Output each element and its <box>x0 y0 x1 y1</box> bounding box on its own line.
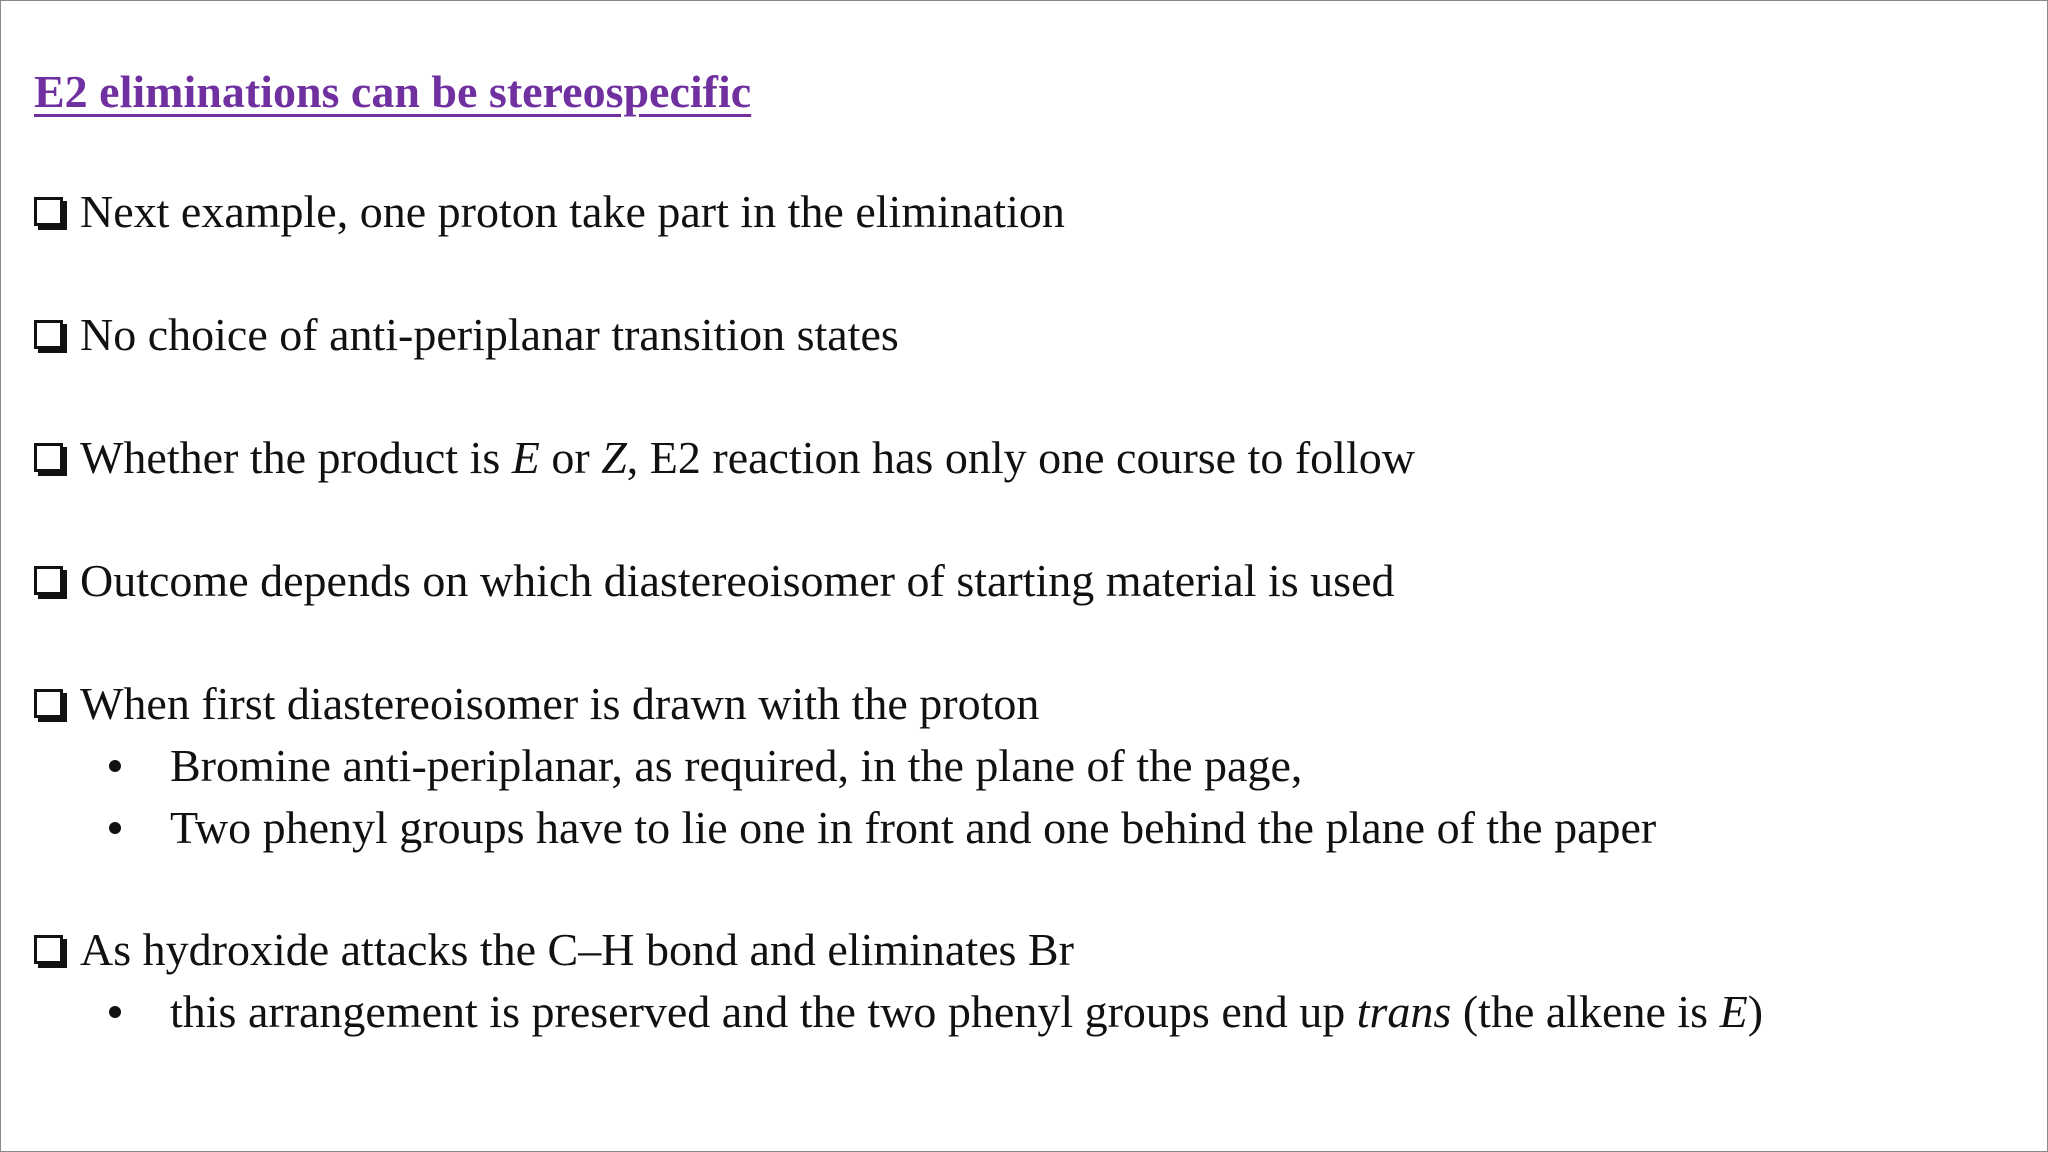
checkbox-bullet-icon <box>34 566 63 595</box>
list-item <box>34 553 1394 608</box>
list-item <box>34 430 1415 485</box>
list-item-text: As hydroxide attacks the C–H bond and eliminates Br <box>80 924 1074 975</box>
list-item-text: No choice of anti-periplanar transition states <box>80 309 899 360</box>
text-segment: ) <box>1747 986 1764 1037</box>
slide-title: E2 eliminations can be stereospecific <box>34 66 752 117</box>
bullet-dot-icon <box>109 1006 121 1018</box>
text-segment: , E2 reaction has only one course to follow <box>626 432 1415 483</box>
sub-list-item-text: Two phenyl groups have to lie one in front and one behind the plane of the paper <box>170 802 1657 853</box>
checkbox-bullet-icon <box>34 443 63 472</box>
text-segment: Whether the product is <box>80 432 512 483</box>
sub-list-item <box>109 800 1656 855</box>
checkbox-bullet-icon <box>34 197 63 226</box>
list-item <box>34 184 1065 239</box>
bullet-dot-icon <box>109 822 121 834</box>
checkbox-bullet-icon <box>34 689 63 718</box>
list-item-text <box>80 430 1415 485</box>
text-segment: this arrangement is preserved and the two phenyl groups end up <box>170 986 1357 1037</box>
list-item-text: Next example, one proton take part in the elimination <box>80 186 1065 237</box>
list-item <box>34 676 1039 731</box>
list-item-text: Outcome depends on which diastereoisomer of starting material is used <box>80 555 1395 606</box>
list-item <box>34 307 899 362</box>
sub-list-item <box>109 738 1302 793</box>
sub-list-item <box>109 984 1763 1039</box>
list-item-text: When first diastereoisomer is drawn with the proton <box>80 678 1040 729</box>
checkbox-bullet-icon <box>34 935 63 964</box>
bullet-dot-icon <box>109 760 121 772</box>
italic-text: E <box>511 432 540 483</box>
sub-list-item-text: Bromine anti-periplanar, as required, in the plane of the page, <box>170 740 1303 791</box>
sub-list-item-text <box>170 984 1763 1039</box>
text-segment: (the alkene is <box>1451 986 1720 1037</box>
italic-text: Z <box>601 432 627 483</box>
italic-text: E <box>1719 986 1748 1037</box>
italic-text: trans <box>1356 986 1452 1037</box>
checkbox-bullet-icon <box>34 320 63 349</box>
text-segment: or <box>539 432 602 483</box>
list-item <box>34 922 1074 977</box>
